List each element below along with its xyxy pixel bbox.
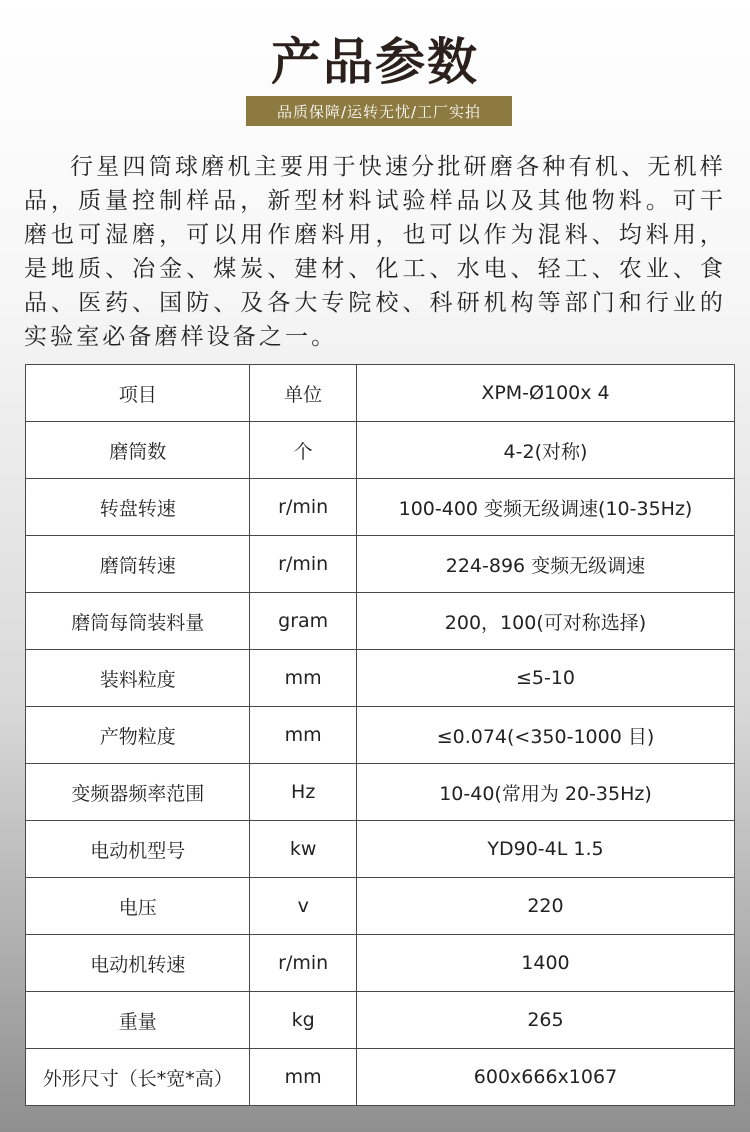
intro-paragraph: 行星四筒球磨机主要用于快速分批研磨各种有机、无机样品，质量控制样品，新型材料试验样品以及其他物料。可干磨也可湿磨，可以用作磨料用，也可以作为混料、均料用，是地质、冶金、煤炭、建材、化工、水电、轻工、农业、食品、医药、国防、及各大专院校、科研机构等部门和行业的实验室必备磨样设备之一。 xyxy=(24,154,726,350)
row-item: 电压 xyxy=(26,878,250,935)
table-row xyxy=(26,992,735,1049)
row-unit: r/min xyxy=(250,935,357,992)
table-row xyxy=(26,935,735,992)
row-unit: r/min xyxy=(250,536,357,593)
row-unit: v xyxy=(250,878,357,935)
row-item: 产物粒度 xyxy=(26,707,250,764)
row-item: 电动机转速 xyxy=(26,935,250,992)
table-row xyxy=(26,764,735,821)
header-unit: 单位 xyxy=(250,365,357,422)
row-value: 100-400 变频无级调速(10-35Hz) xyxy=(356,479,734,536)
header-model: XPM-Ø100x 4 xyxy=(356,365,734,422)
header-item: 项目 xyxy=(26,365,250,422)
table-row xyxy=(26,593,735,650)
row-value: 600x666x1067 xyxy=(356,1049,734,1106)
row-item: 磨筒每筒装料量 xyxy=(26,593,250,650)
table-row xyxy=(26,878,735,935)
row-value: 265 xyxy=(356,992,734,1049)
row-item: 转盘转速 xyxy=(26,479,250,536)
row-value: 4-2(对称) xyxy=(356,422,734,479)
row-item: 重量 xyxy=(26,992,250,1049)
row-item: 磨筒转速 xyxy=(26,536,250,593)
row-value: YD90-4L 1.5 xyxy=(356,821,734,878)
row-value: 10-40(常用为 20-35Hz) xyxy=(356,764,734,821)
row-unit: 个 xyxy=(250,422,357,479)
row-unit: gram xyxy=(250,593,357,650)
page-title: 产品参数 xyxy=(271,33,479,91)
table-header-row xyxy=(26,365,735,422)
row-value: 220 xyxy=(356,878,734,935)
row-unit: Hz xyxy=(250,764,357,821)
parameter-table xyxy=(25,364,735,1106)
row-value: ≤0.074(<350-1000 目) xyxy=(356,707,734,764)
row-value: 224-896 变频无级调速 xyxy=(356,536,734,593)
table-row xyxy=(26,650,735,707)
table-row xyxy=(26,821,735,878)
table-row xyxy=(26,1049,735,1106)
row-unit: r/min xyxy=(250,479,357,536)
row-unit: kg xyxy=(250,992,357,1049)
row-item: 电动机型号 xyxy=(26,821,250,878)
row-item: 装料粒度 xyxy=(26,650,250,707)
row-item: 外形尺寸（长*宽*高） xyxy=(26,1049,250,1106)
table-row xyxy=(26,536,735,593)
row-value: 200，100(可对称选择) xyxy=(356,593,734,650)
row-value: 1400 xyxy=(356,935,734,992)
row-unit: kw xyxy=(250,821,357,878)
row-value: ≤5-10 xyxy=(356,650,734,707)
row-unit: mm xyxy=(250,1049,357,1106)
row-item: 变频器频率范围 xyxy=(26,764,250,821)
table-row xyxy=(26,707,735,764)
row-item: 磨筒数 xyxy=(26,422,250,479)
row-unit: mm xyxy=(250,707,357,764)
table-row xyxy=(26,422,735,479)
quality-badge: 品质保障/运转无忧/工厂实拍 xyxy=(246,96,512,126)
table-row xyxy=(26,479,735,536)
row-unit: mm xyxy=(250,650,357,707)
